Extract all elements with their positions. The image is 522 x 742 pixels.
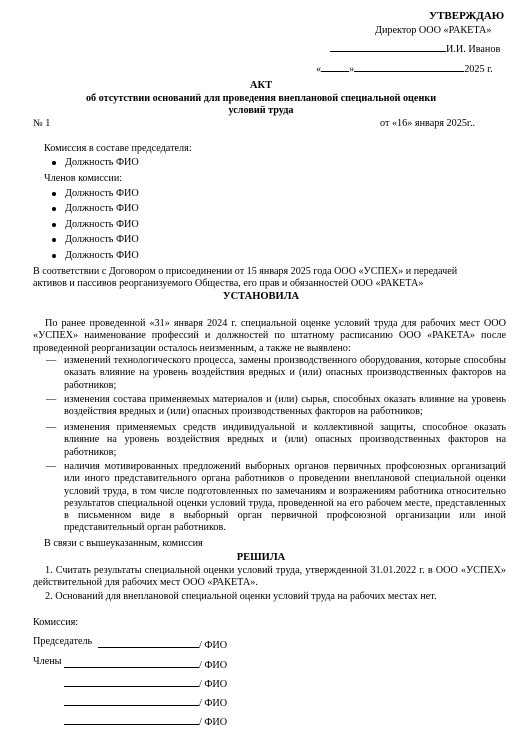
- members-label: Членов комиссии:: [44, 173, 123, 184]
- fio-text: / ФИО: [199, 660, 228, 671]
- bullet-icon: [52, 161, 56, 165]
- bullet-icon: [52, 238, 56, 242]
- established-item-2: изменения состава применяемых материалов и (или) сырья, способных оказать влияние на уровень воздействия вредных и (или) опасных производственных факторов на работников;: [64, 394, 506, 418]
- bullet-icon: [52, 254, 56, 258]
- member-text: Должность ФИО: [65, 234, 139, 245]
- member-text: Должность ФИО: [65, 188, 139, 199]
- approval-name: И.И. Иванов: [446, 44, 501, 55]
- chair-label: Председатель: [33, 636, 93, 647]
- member-text: Должность ФИО: [65, 203, 139, 214]
- decided-item-2: 2. Оснований для внеплановой специальной оценки условий труда на рабочих местах нет.: [45, 591, 437, 602]
- member-text: Должность ФИО: [65, 250, 139, 261]
- bullet-icon: [52, 192, 56, 196]
- signatures-label: Комиссия:: [33, 617, 79, 628]
- signature-blank: [330, 40, 446, 52]
- member-signature-line: [64, 675, 227, 691]
- established-paragraph: По ранее проведенной «31» января 2024 г. специальной оценке условий труда для рабочих мест ООО «УСПЕХ» наименование профессий и должностей по штатному расписанию ООО «РАКЕТА» после проведенной реорганизации осталось неизменным, а также не выявлено:: [33, 318, 506, 354]
- member-item: [52, 203, 139, 215]
- member-item: [52, 234, 139, 246]
- conclusion-text: В связи с вышеуказанным, комиссия: [44, 538, 203, 549]
- established-item-3: изменения применяемых средств индивидуальной и коллективной защиты, способное оказать влияние на уровень воздействия вредных и (или) опасных производственных факторов на работников;: [64, 422, 506, 458]
- dash-icon: —: [46, 422, 57, 433]
- signature-blank: [64, 694, 199, 706]
- act-subtitle-line1: об отсутствии оснований для проведения внеплановой специальной оценки: [85, 93, 437, 104]
- approval-signature-line: [330, 40, 500, 56]
- signature-blank: [98, 636, 199, 648]
- member-item: [52, 250, 139, 262]
- month-blank: [354, 60, 464, 72]
- day-blank: [321, 60, 349, 72]
- act-number: № 1: [33, 118, 51, 129]
- act-date: от «16» января 2025г..: [380, 118, 476, 129]
- close-quote: »: [349, 64, 355, 75]
- approval-date-line: [316, 60, 493, 76]
- bullet-icon: [52, 223, 56, 227]
- approval-position: Директор ООО «РАКЕТА»: [375, 25, 492, 36]
- established-item-1: изменений технологического процесса, замены производственного оборудования, которые способны оказать влияние на уровень воздействия вредных и (или) опасных производственных факторов на работников;: [64, 355, 506, 391]
- bullet-icon: [52, 207, 56, 211]
- signature-blank: [64, 713, 199, 725]
- fio-text: / ФИО: [199, 679, 228, 690]
- fio-text: / ФИО: [199, 717, 228, 728]
- signature-blank: [64, 675, 199, 687]
- act-title: АКТ: [249, 80, 273, 91]
- member-item: [52, 219, 139, 231]
- basis-line2: активов и пассивов реорганизуемого Общества, его прав и обязанностей ООО «РАКЕТА»: [33, 278, 424, 289]
- members-signature-label: Члены: [33, 656, 62, 667]
- fio-text: / ФИО: [199, 640, 228, 651]
- established-title: УСТАНОВИЛА: [222, 291, 300, 302]
- member-signature-line: [64, 656, 227, 672]
- chair-signature-row: [33, 636, 92, 648]
- approval-title: УТВЕРЖДАЮ: [429, 10, 505, 22]
- commission-chair-item: [52, 157, 139, 169]
- signature-blank: [64, 656, 199, 668]
- chair-text: Должность ФИО: [65, 157, 139, 168]
- chair-signature-line: [98, 636, 227, 652]
- established-item-4: наличия мотивированных предложений выборных органов первичных профсоюзных организаций или иного представительного органа работников о проведении внеплановой специальной оценки условий труда, в том числе подготовленных по замечаниям и возражениям работника относительно результатов специальной оценки условий труда, проведенной на его рабочем месте, представленных в письменном виде в выборный орган первичной профсоюзной организации или иной представительный орган работников.: [64, 461, 506, 534]
- dash-icon: —: [46, 394, 57, 405]
- member-text: Должность ФИО: [65, 219, 139, 230]
- fio-text: / ФИО: [199, 698, 228, 709]
- decided-title: РЕШИЛА: [236, 552, 286, 563]
- dash-icon: —: [46, 355, 57, 366]
- decided-item-1: 1. Считать результаты специальной оценки условий труда, утвержденной 31.01.2022 г. в ООО «УСПЕХ» действительной для рабочих мест ООО «РАКЕТА».: [33, 565, 506, 589]
- approval-year: 2025 г.: [464, 64, 493, 75]
- basis-line1: В соответствии с Договором о присоединении от 15 января 2025 года ООО «УСПЕХ» и передачей: [33, 266, 458, 277]
- commission-intro: Комиссия в составе председателя:: [44, 143, 192, 154]
- member-item: [52, 188, 139, 200]
- act-subtitle-line2: условий труда: [228, 105, 294, 116]
- dash-icon: —: [46, 461, 57, 472]
- open-quote: «: [316, 64, 322, 75]
- member-signature-line: [64, 694, 227, 710]
- member-signature-line: [64, 713, 227, 729]
